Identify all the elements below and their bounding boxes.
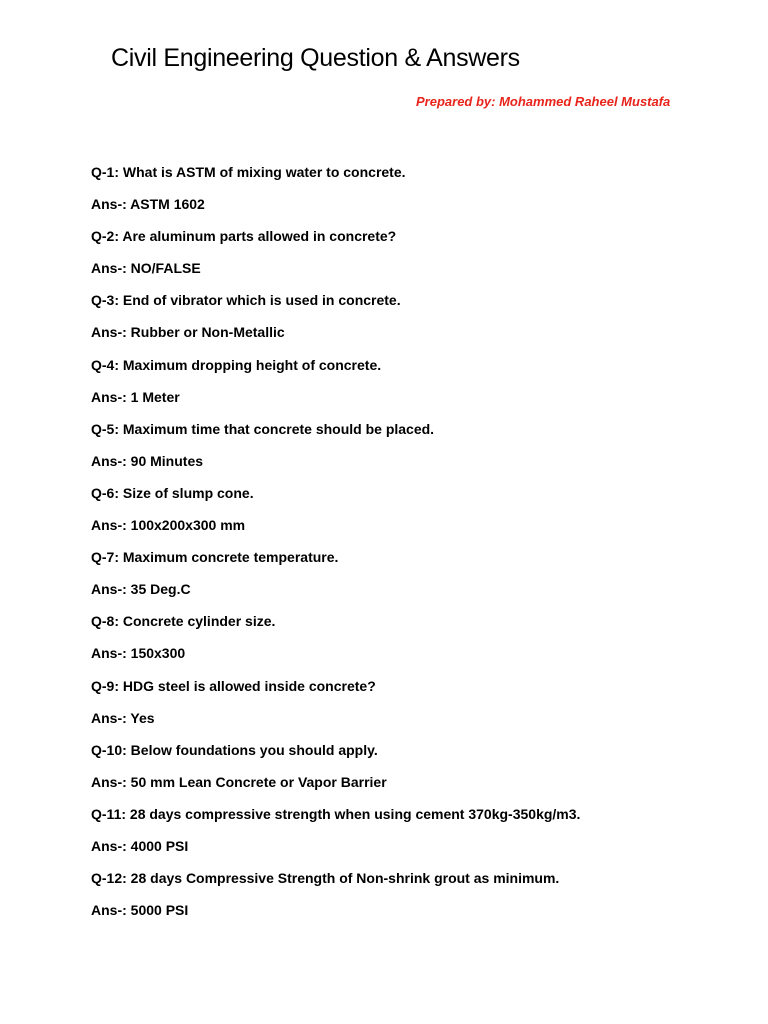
answer-3: Ans-: Rubber or Non-Metallic bbox=[91, 324, 285, 341]
answer-12: Ans-: 5000 PSI bbox=[91, 902, 189, 919]
question-8: Q-8: Concrete cylinder size. bbox=[91, 613, 276, 630]
question-2: Q-2: Are aluminum parts allowed in concrete? bbox=[91, 228, 397, 245]
answer-10: Ans-: 50 mm Lean Concrete or Vapor Barrier bbox=[91, 773, 387, 790]
answer-1: Ans-: ASTM 1602 bbox=[91, 196, 205, 213]
question-7: Q-7: Maximum concrete temperature. bbox=[91, 549, 339, 566]
question-10: Q-10: Below foundations you should apply. bbox=[91, 741, 378, 758]
answer-7: Ans-: 35 Deg.C bbox=[91, 581, 191, 598]
question-6: Q-6: Size of slump cone. bbox=[91, 484, 254, 501]
author-credit: Prepared by: Mohammed Raheel Mustafa bbox=[416, 94, 671, 109]
question-5: Q-5: Maximum time that concrete should be placed. bbox=[91, 420, 435, 437]
question-4: Q-4: Maximum dropping height of concrete. bbox=[91, 356, 382, 373]
answer-5: Ans-: 90 Minutes bbox=[91, 452, 204, 469]
answer-9: Ans-: Yes bbox=[91, 709, 155, 726]
question-11: Q-11: 28 days compressive strength when using cement 370kg-350kg/m3. bbox=[91, 805, 581, 822]
question-3: Q-3: End of vibrator which is used in concrete. bbox=[91, 292, 401, 309]
answer-2: Ans-: NO/FALSE bbox=[91, 260, 201, 277]
qa-list bbox=[91, 164, 751, 934]
question-12: Q-12: 28 days Compressive Strength of Non-shrink grout as minimum. bbox=[91, 870, 560, 887]
question-1: Q-1: What is ASTM of mixing water to concrete. bbox=[91, 164, 406, 180]
answer-8: Ans-: 150x300 bbox=[91, 645, 186, 662]
answer-4: Ans-: 1 Meter bbox=[91, 388, 180, 405]
question-9: Q-9: HDG steel is allowed inside concrete? bbox=[91, 677, 376, 694]
answer-6: Ans-: 100x200x300 mm bbox=[91, 517, 246, 534]
answer-11: Ans-: 4000 PSI bbox=[91, 837, 189, 854]
page-title: Civil Engineering Question & Answers bbox=[111, 44, 520, 72]
